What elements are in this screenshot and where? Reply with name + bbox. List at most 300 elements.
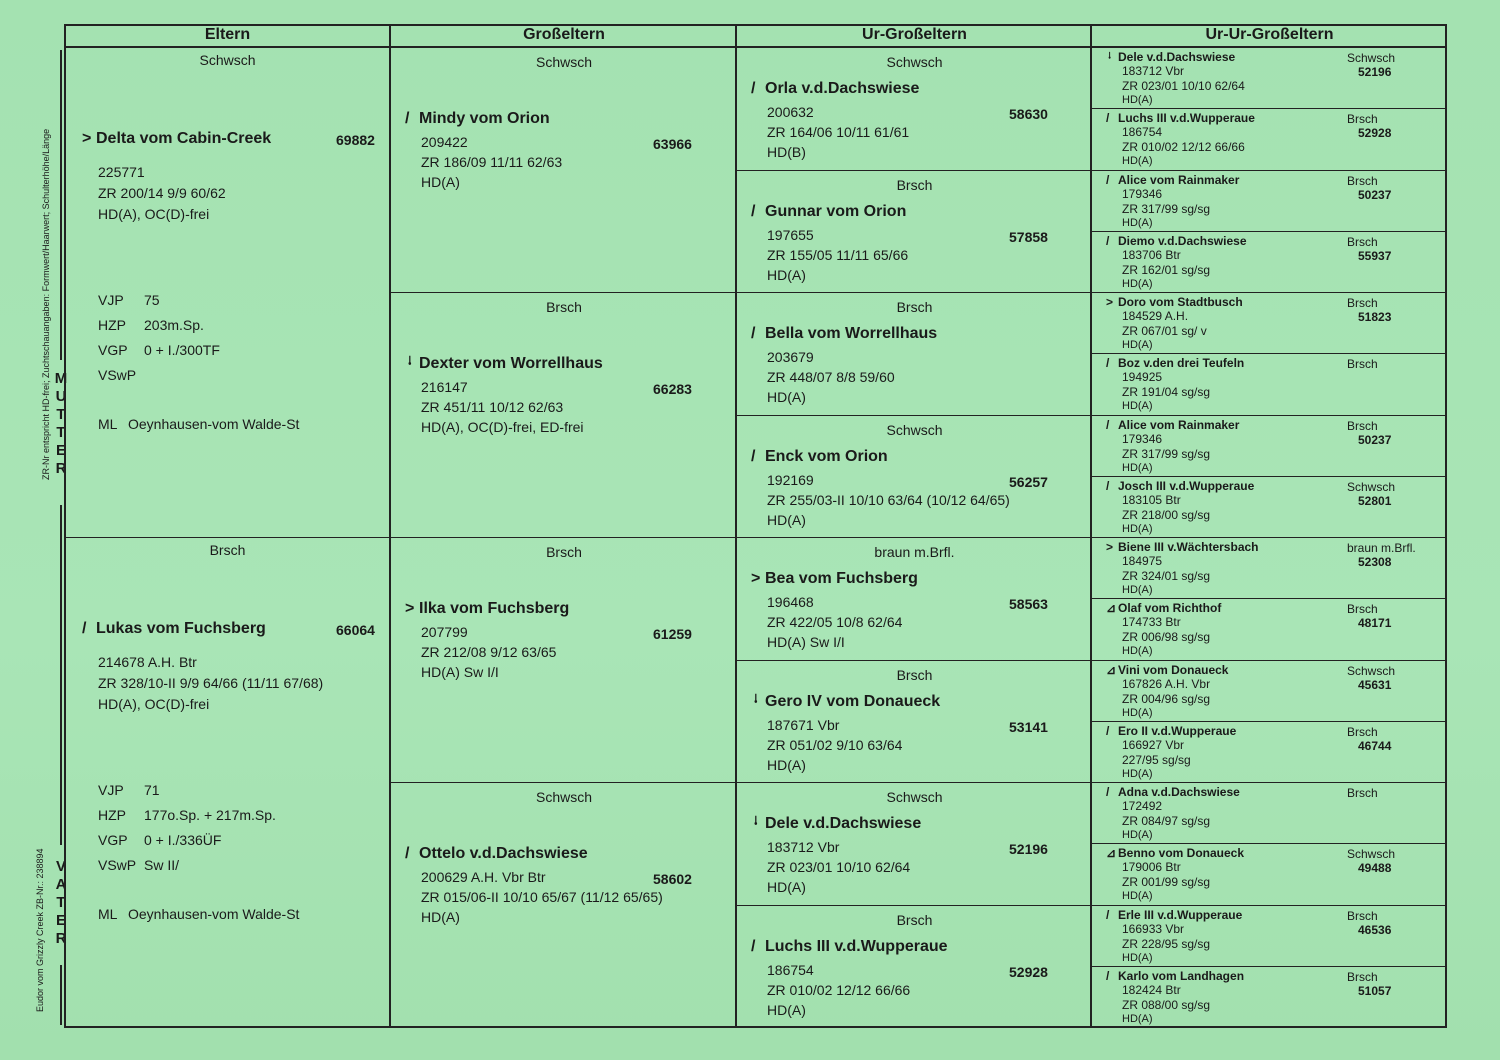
dog-name: Erle III v.d.Wupperaue: [1118, 907, 1243, 922]
health-line: HD(A): [1122, 461, 1153, 474]
health-line: HD(A): [1122, 645, 1153, 658]
coat-color: Brsch: [896, 911, 933, 928]
dog-name: Dexter vom Worrellhaus: [419, 355, 603, 372]
dog-name: Biene III v.Wächtersbach: [1118, 540, 1259, 554]
dog-name: Dele v.d.Dachswiese: [1118, 50, 1236, 64]
column-grosseltern: [389, 24, 737, 1028]
sex-mark: ⊿: [1106, 846, 1117, 861]
column-ur-grosseltern: [735, 24, 1092, 1028]
ml-value: Oeynhausen-vom Walde-St: [128, 906, 300, 922]
sex-mark: >: [751, 570, 761, 587]
zr-line: ZR 001/99 sg/sg: [1122, 875, 1211, 890]
coat-color: Brsch: [1347, 969, 1378, 984]
sidebar-top-text: ZR-Nr entspricht HD-frei; Zuchtschauangaben: Formwert/Haarwert; Schulterhöhe/Länge: [41, 128, 51, 480]
coat-color: Brsch: [1347, 418, 1378, 433]
zr-line: ZR 451/11 10/12 62/63: [421, 399, 564, 415]
exam-value: Sw II/: [144, 857, 180, 873]
registration-number: 194925: [1122, 370, 1163, 385]
great-great-grandparent-cell: [1092, 477, 1447, 538]
dog-name: Orla v.d.Dachswiese: [765, 80, 920, 97]
registration-number: 200629 A.H. Vbr Btr: [421, 869, 546, 885]
zb-number: 66283: [653, 381, 692, 397]
registration-number: 174733 Btr: [1122, 615, 1181, 630]
column-ur-ur-grosseltern: [1090, 24, 1447, 1028]
dog-name: Olaf vom Richthof: [1118, 601, 1222, 616]
dog-name-row: [751, 448, 888, 466]
health-line: HD(A): [1122, 216, 1153, 229]
coat-color: Schwsch: [1347, 847, 1396, 862]
coat-color: Schwsch: [1347, 51, 1396, 65]
coat-color: Brsch: [896, 176, 933, 193]
sex-mark: /: [751, 325, 756, 342]
zb-number: 52196: [1009, 841, 1048, 857]
great-great-grandparent-cell: [1092, 48, 1447, 109]
sex-mark: /: [405, 845, 410, 862]
zb-number: 50237: [1358, 432, 1392, 447]
exam-label: HZP: [98, 807, 126, 823]
coat-color: Brsch: [1347, 296, 1378, 310]
ml-label: ML: [98, 906, 118, 922]
registration-number: 187671 Vbr: [767, 716, 840, 733]
zb-number: 46536: [1358, 922, 1392, 937]
dog-name: Benno vom Donaueck: [1118, 846, 1245, 861]
ancestor-cell: [737, 661, 1092, 784]
health-line: HD(A): [767, 756, 806, 773]
dog-name: Gunnar vom Orion: [765, 202, 907, 220]
coat-color: Schwsch: [886, 789, 943, 805]
sex-mark: /: [1106, 478, 1110, 493]
zr-line: ZR 155/05 11/11 65/66: [767, 246, 909, 263]
vertical-letter: E: [55, 442, 66, 459]
exam-label: HZP: [98, 317, 126, 333]
column-eltern: [64, 24, 391, 1028]
dog-name-row: [1106, 234, 1247, 248]
zr-line: ZR 324/01 sg/sg: [1122, 569, 1211, 583]
coat-color: Schwsch: [535, 789, 593, 805]
sex-mark: /: [1106, 968, 1110, 983]
great-great-grandparent-cell: [1092, 109, 1447, 170]
ancestor-cell: [391, 48, 737, 293]
dog-name-row: [1106, 356, 1244, 370]
sex-mark: /: [82, 620, 87, 637]
exam-value: 177o.Sp. + 217m.Sp.: [144, 807, 276, 823]
dog-name-row: [1106, 111, 1255, 125]
great-great-grandparent-cell: [1092, 906, 1447, 967]
coat-color: Brsch: [1347, 234, 1378, 249]
dog-name-row: [82, 620, 266, 638]
zb-number: 63966: [653, 136, 692, 152]
coat-color: Schwsch: [886, 54, 943, 70]
registration-number: 200632: [767, 104, 814, 120]
dog-name-row: [1106, 50, 1235, 64]
zr-line: ZR 218/00 sg/sg: [1122, 507, 1211, 522]
zr-line: ZR 088/00 sg/sg: [1122, 997, 1211, 1012]
zr-line: ZR 164/06 10/11 61/61: [767, 124, 910, 140]
zr-line: ZR 051/02 9/10 63/64: [767, 736, 903, 753]
coat-color: braun m.Brfl.: [874, 544, 955, 560]
sex-mark: >: [82, 130, 92, 147]
zr-line: ZR 004/96 sg/sg: [1122, 691, 1211, 706]
coat-color: Brsch: [546, 544, 582, 560]
great-great-grandparent-cell: [1092, 844, 1447, 905]
dog-name-row: [751, 325, 937, 343]
vertical-letter: U: [55, 388, 67, 405]
great-great-grandparent-cell: [1092, 354, 1447, 415]
dog-name-row: [751, 570, 918, 588]
health-line: HD(A): [767, 389, 806, 405]
dog-name-row: [405, 110, 550, 128]
vertical-letter: V: [55, 858, 66, 875]
sex-mark: ᛍ: [751, 692, 761, 710]
zr-line: ZR 317/99 sg/sg: [1122, 201, 1211, 216]
sex-mark: /: [1106, 111, 1110, 126]
coat-color: braun m.Brfl.: [1347, 541, 1416, 555]
zb-number: 52801: [1358, 493, 1392, 508]
zb-number: 69882: [336, 132, 375, 148]
dog-name-row: [1106, 479, 1254, 493]
great-great-grandparent-cell: [1092, 171, 1447, 232]
zb-number: 52928: [1358, 126, 1392, 141]
health-line: HD(A): [767, 266, 806, 283]
sex-mark: /: [1106, 233, 1110, 248]
great-great-grandparent-cell: [1092, 722, 1447, 783]
header-grosseltern: Großeltern: [391, 24, 737, 48]
vertical-letter: T: [56, 424, 66, 441]
zb-number: 51057: [1358, 983, 1392, 998]
zr-line: ZR 328/10-II 9/9 64/66 (11/11 67/68): [98, 675, 324, 691]
sex-mark: >: [1106, 540, 1114, 554]
zr-line: ZR 015/06-II 10/10 65/67 (11/12 65/65): [421, 889, 663, 905]
dog-name: Ero II v.d.Wupperaue: [1118, 723, 1237, 738]
exam-label: VJP: [98, 782, 124, 798]
zb-number: 58563: [1009, 596, 1048, 612]
coat-color: Schwsch: [535, 54, 593, 70]
registration-number: 172492: [1122, 799, 1163, 813]
sex-mark: ᛍ: [751, 815, 761, 832]
dog-name-row: [1106, 418, 1239, 432]
dog-name-row: [405, 845, 588, 863]
zb-number: 45631: [1358, 677, 1392, 692]
coat-color: Schwsch: [1347, 479, 1396, 494]
dog-name-row: [405, 600, 569, 618]
dog-name-row: [1106, 724, 1236, 738]
dog-name: Bella vom Worrellhaus: [765, 325, 938, 342]
sex-mark: /: [405, 110, 410, 127]
ancestor-cell: [737, 783, 1092, 906]
exam-value: 71: [144, 782, 160, 798]
dog-name-row: [82, 130, 271, 148]
registration-number: 182424 Btr: [1122, 982, 1181, 997]
dog-name: Luchs III v.d.Wupperaue: [765, 937, 948, 955]
great-great-grandparent-cell: [1092, 783, 1447, 844]
registration-number: 166933 Vbr: [1122, 921, 1185, 936]
registration-number: 179346: [1122, 186, 1163, 201]
sex-mark: /: [1106, 785, 1110, 799]
health-line: HD(A): [767, 511, 806, 528]
dog-name: Josch III v.d.Wupperaue: [1118, 478, 1255, 493]
zb-number: 46744: [1358, 738, 1392, 753]
coat-color: Brsch: [896, 299, 933, 315]
health-line: HD(A): [1122, 1012, 1153, 1025]
exam-value: 0 + I./300TF: [144, 342, 220, 358]
health-line: HD(B): [767, 144, 806, 160]
vertical-letter: A: [55, 876, 67, 893]
dog-name-row: [1106, 969, 1244, 983]
dog-name-row: [1106, 663, 1228, 677]
ancestor-cell: [737, 416, 1092, 539]
zr-line: 227/95 sg/sg: [1122, 752, 1191, 767]
dog-name: Ottelo v.d.Dachswiese: [419, 845, 588, 862]
exam-label: VGP: [98, 832, 128, 848]
coat-color: Brsch: [1347, 112, 1378, 127]
sidebar-divider-top: [60, 50, 62, 360]
ancestor-cell: [391, 783, 737, 1028]
health-line: HD(A) Sw I/I: [767, 634, 845, 650]
vertical-letter: R: [55, 460, 67, 477]
zr-line: ZR 010/02 12/12 66/66: [1122, 140, 1245, 155]
dog-name: Alice vom Rainmaker: [1118, 417, 1240, 432]
ancestor-cell: [391, 293, 737, 538]
dog-name-row: [751, 693, 940, 711]
registration-number: 183706 Btr: [1122, 247, 1181, 262]
dog-name: Delta vom Cabin-Creek: [96, 130, 272, 147]
sidebar-divider-bottom: [60, 965, 62, 1025]
dog-name-row: [1106, 908, 1242, 922]
registration-number: 186754: [1122, 125, 1163, 140]
health-line: HD(A): [767, 879, 806, 895]
dog-name-row: [751, 203, 906, 221]
sex-mark: /: [751, 447, 756, 465]
sex-mark: /: [1106, 907, 1110, 922]
exam-label: VSwP: [98, 367, 137, 383]
dog-name: Lukas vom Fuchsberg: [96, 620, 266, 637]
registration-number: 184529 A.H.: [1122, 309, 1189, 323]
great-great-grandparent-cell: [1092, 599, 1447, 660]
registration-number: 203679: [767, 349, 814, 365]
health-line: HD(A): [1122, 829, 1153, 841]
registration-number: 225771: [98, 164, 145, 180]
health-line: HD(A): [1122, 339, 1153, 351]
dog-name: Enck vom Orion: [765, 447, 888, 465]
header-ur-ur-grosseltern: Ur-Ur-Großeltern: [1092, 24, 1447, 48]
ancestor-cell: [737, 48, 1092, 171]
great-great-grandparent-cell: [1092, 416, 1447, 477]
health-line: HD(A), OC(D)-frei: [98, 206, 210, 222]
dog-name-row: [1106, 846, 1244, 860]
zr-line: ZR 084/97 sg/sg: [1122, 814, 1211, 828]
health-line: HD(A): [1122, 522, 1153, 535]
sidebar-bottom-text: Eudor vom Grizzly Creek ZB-Nr.: 238894: [35, 848, 45, 1012]
health-line: HD(A): [1122, 277, 1153, 290]
registration-number: 214678 A.H. Btr: [98, 654, 197, 670]
health-line: HD(A): [1122, 400, 1153, 413]
coat-color: Brsch: [1347, 602, 1378, 617]
vertical-letter: T: [56, 406, 66, 423]
health-line: HD(A), OC(D)-frei, ED-frei: [421, 419, 584, 435]
registration-number: 183712 Vbr: [1122, 64, 1185, 78]
sidebar-divider-mid: [60, 505, 62, 845]
zb-number: 56257: [1009, 473, 1048, 490]
zb-number: 52928: [1009, 963, 1048, 980]
registration-number: 167826 A.H. Vbr: [1122, 676, 1211, 691]
ml-value: Oeynhausen-vom Walde-St: [128, 416, 300, 432]
sex-mark: /: [751, 202, 756, 220]
registration-number: 183105 Btr: [1122, 492, 1181, 507]
sex-mark: /: [1106, 723, 1110, 738]
dog-name: Doro vom Stadtbusch: [1118, 295, 1243, 309]
vertical-letter: R: [55, 930, 67, 947]
registration-number: 196468: [767, 594, 814, 610]
header-eltern: Eltern: [64, 24, 391, 48]
dog-name: Dele v.d.Dachswiese: [765, 815, 922, 832]
sex-mark: >: [405, 600, 415, 617]
coat-color: Brsch: [546, 299, 582, 315]
zb-number: 53141: [1009, 718, 1048, 735]
great-great-grandparent-cell: [1092, 232, 1447, 293]
health-line: HD(A): [1122, 584, 1153, 596]
zb-number: 48171: [1358, 616, 1392, 631]
sex-mark: /: [751, 937, 756, 955]
sex-mark: ⊿: [1106, 601, 1117, 616]
great-great-grandparent-cell: [1092, 967, 1447, 1028]
health-line: HD(A): [1122, 890, 1153, 903]
ml-label: ML: [98, 416, 118, 432]
dog-name: Boz v.den drei Teufeln: [1118, 356, 1245, 371]
exam-value: 75: [144, 292, 160, 308]
registration-number: 186754: [767, 961, 814, 978]
zr-line: ZR 228/95 sg/sg: [1122, 936, 1211, 951]
great-great-grandparent-cell: [1092, 661, 1447, 722]
vertical-letter: M: [54, 370, 68, 387]
zr-line: ZR 010/02 12/12 66/66: [767, 981, 911, 998]
zr-line: ZR 023/01 10/10 62/64: [1122, 79, 1245, 93]
vertical-letter: E: [55, 912, 66, 929]
zb-number: 52196: [1358, 65, 1392, 79]
zb-number: 57858: [1009, 228, 1048, 245]
health-line: HD(A): [421, 909, 460, 925]
health-line: HD(A): [1122, 155, 1153, 168]
dog-name: Bea vom Fuchsberg: [765, 570, 918, 587]
coat-color: Brsch: [896, 666, 933, 683]
registration-number: 216147: [421, 379, 468, 395]
registration-number: 209422: [421, 134, 468, 150]
dog-name: Mindy vom Orion: [419, 110, 550, 127]
zb-number: 50237: [1358, 187, 1392, 202]
dog-name-row: [1106, 601, 1221, 615]
dog-name-row: [751, 815, 921, 833]
dog-name-row: [405, 355, 603, 373]
coat-color: Brsch: [209, 542, 246, 558]
zb-number: 61259: [653, 626, 692, 642]
registration-number: 184975: [1122, 554, 1163, 568]
registration-number: 192169: [767, 471, 814, 488]
zb-number: 51823: [1358, 310, 1392, 324]
registration-number: 183712 Vbr: [767, 839, 840, 855]
health-line: HD(A): [1122, 94, 1153, 106]
health-line: HD(A): [1122, 706, 1153, 719]
registration-number: 179006 Btr: [1122, 860, 1181, 875]
ancestor-cell: [737, 171, 1092, 294]
exam-value: 203m.Sp.: [144, 317, 204, 333]
dog-name: Diemo v.d.Dachswiese: [1118, 233, 1247, 248]
zr-line: ZR 023/01 10/10 62/64: [767, 859, 911, 875]
registration-number: 197655: [767, 226, 814, 243]
health-line: HD(A): [767, 1001, 806, 1018]
health-line: HD(A), OC(D)-frei: [98, 696, 210, 712]
great-great-grandparent-cell: [1092, 293, 1447, 354]
zr-line: ZR 422/05 10/8 62/64: [767, 614, 903, 630]
vertical-letter: T: [56, 894, 66, 911]
ancestor-cell: [737, 538, 1092, 661]
registration-number: 179346: [1122, 431, 1163, 446]
dog-name-row: [751, 938, 948, 956]
sex-mark: /: [1106, 417, 1110, 432]
exam-value: 0 + I./336ÜF: [144, 832, 222, 848]
coat-color: Brsch: [1347, 786, 1378, 800]
coat-color: Brsch: [1347, 908, 1378, 923]
sex-mark: /: [751, 80, 756, 97]
dog-name-row: [751, 80, 919, 98]
zr-line: ZR 255/03-II 10/10 63/64 (10/12 64/65): [767, 491, 1010, 508]
exam-label: VSwP: [98, 857, 137, 873]
zr-line: ZR 200/14 9/9 60/62: [98, 185, 226, 201]
registration-number: 166927 Vbr: [1122, 737, 1185, 752]
registration-number: 207799: [421, 624, 468, 640]
dog-name: Luchs III v.d.Wupperaue: [1118, 111, 1255, 126]
dog-name-row: [1106, 785, 1240, 799]
zb-number: 52308: [1358, 555, 1392, 569]
health-line: HD(A) Sw I/I: [421, 664, 499, 680]
dog-name: Alice vom Rainmaker: [1118, 172, 1240, 187]
zr-line: ZR 191/04 sg/sg: [1122, 385, 1211, 400]
dog-name: Adna v.d.Dachswiese: [1118, 785, 1240, 799]
sex-mark: ᛍ: [405, 355, 415, 372]
dog-name: Karlo vom Landhagen: [1118, 968, 1245, 983]
coat-color: Schwsch: [199, 52, 256, 68]
dog-name-row: [1106, 173, 1239, 187]
health-line: HD(A): [1122, 951, 1153, 964]
dog-name: Ilka vom Fuchsberg: [419, 600, 570, 617]
sex-mark: /: [1106, 356, 1110, 371]
health-line: HD(A): [421, 174, 460, 190]
great-great-grandparent-cell: [1092, 538, 1447, 599]
dog-name-row: [1106, 540, 1259, 554]
ancestor-cell: [737, 293, 1092, 416]
dog-name: Gero IV vom Donaueck: [765, 692, 941, 710]
zb-number: 58630: [1009, 106, 1048, 122]
sex-mark: ⊿: [1106, 662, 1117, 677]
zr-line: ZR 448/07 8/8 59/60: [767, 369, 895, 385]
zr-line: ZR 162/01 sg/sg: [1122, 262, 1211, 277]
dog-name-row: [1106, 295, 1243, 309]
parent-cell: [64, 538, 391, 1028]
header-ur-grosseltern: Ur-Großeltern: [737, 24, 1092, 48]
exam-label: VGP: [98, 342, 128, 358]
sex-mark: ᛍ: [1106, 50, 1114, 64]
zb-number: 55937: [1358, 248, 1392, 263]
ancestor-cell: [737, 906, 1092, 1029]
sex-mark: /: [1106, 172, 1110, 187]
parent-cell: [64, 48, 391, 538]
zr-line: ZR 186/09 11/11 62/63: [421, 154, 563, 170]
zb-number: 66064: [336, 622, 375, 638]
ancestor-cell: [391, 538, 737, 783]
coat-color: Brsch: [1347, 173, 1378, 188]
zr-line: ZR 212/08 9/12 63/65: [421, 644, 557, 660]
coat-color: Brsch: [1347, 357, 1378, 372]
zr-line: ZR 006/98 sg/sg: [1122, 630, 1211, 645]
coat-color: Schwsch: [1347, 663, 1396, 678]
